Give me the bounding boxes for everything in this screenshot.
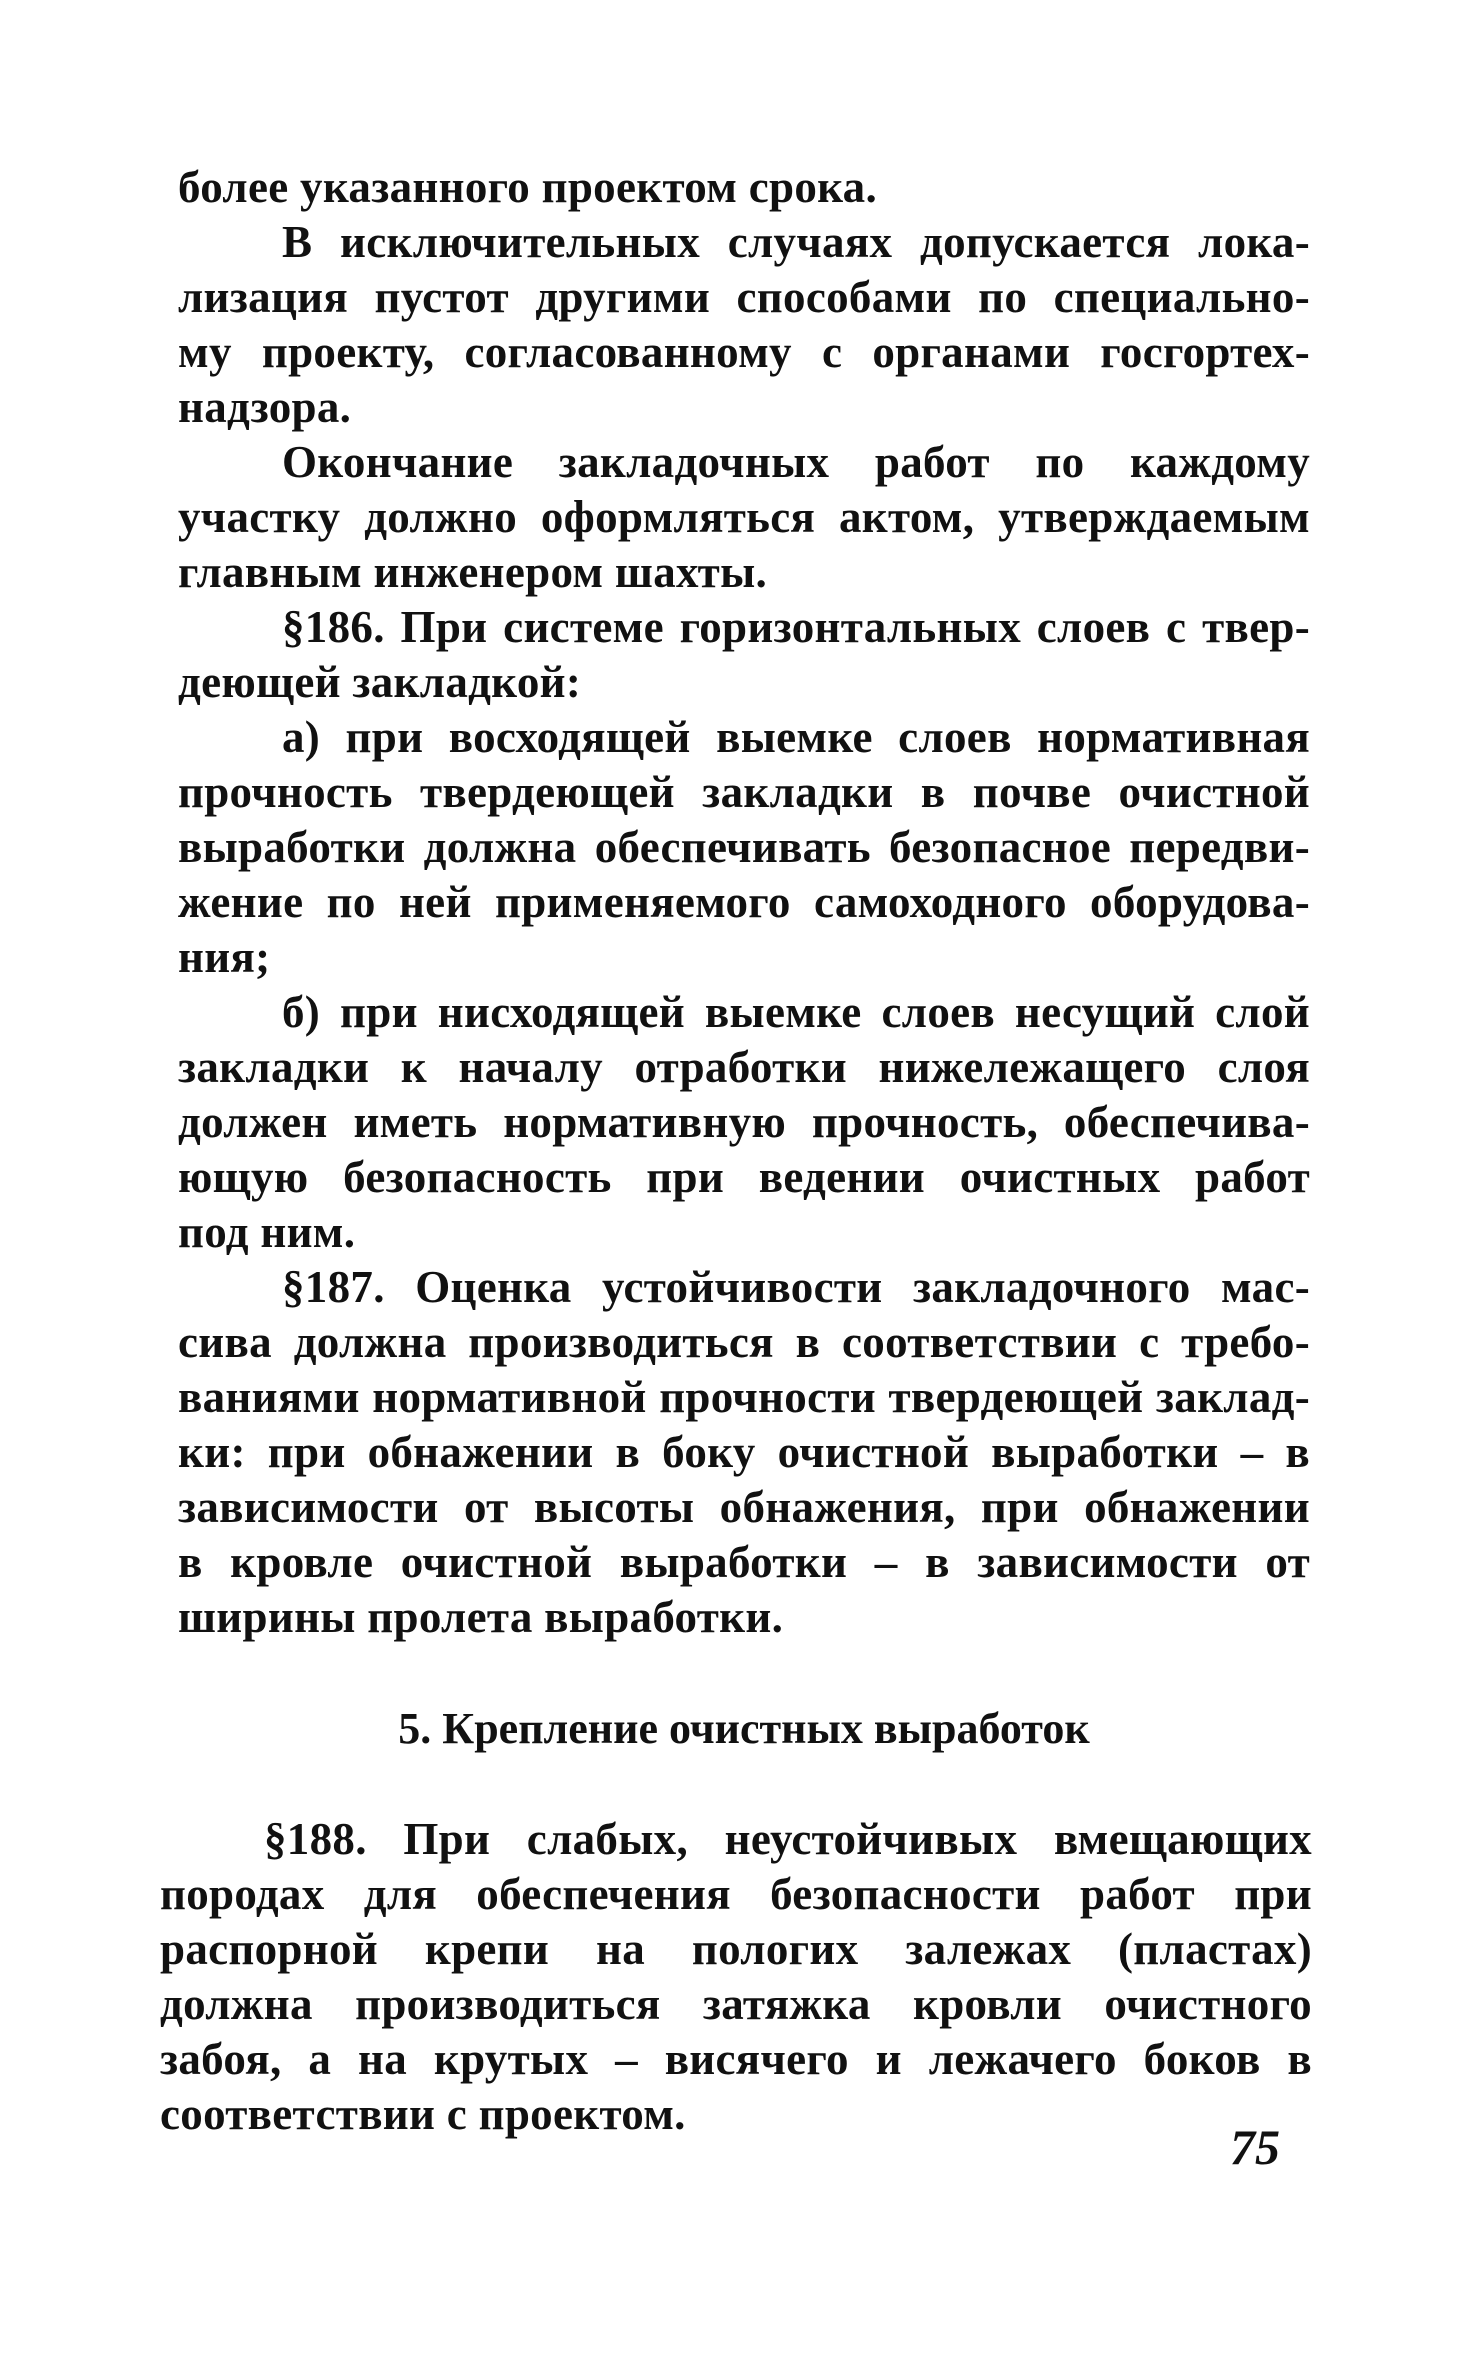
text-line: а) при восходящей выемке слоев нормативная xyxy=(282,712,1310,762)
text-line: прочность твердеющей закладки в почве очистной xyxy=(178,767,1310,817)
text-line: деющей закладкой: xyxy=(178,657,582,707)
text-line: породах для обеспечения безопасности работ при xyxy=(160,1869,1312,1919)
text-line: §187. Оценка устойчивости закладочного мас- xyxy=(282,1262,1310,1312)
text-line: главным инженером шахты. xyxy=(178,547,768,597)
section-heading: 5. Крепление очистных выработок xyxy=(398,1704,1090,1753)
text-line: ющую безопасность при ведении очистных работ xyxy=(178,1152,1310,1202)
text-line: жение по ней применяемого самоходного оборудова- xyxy=(178,877,1310,927)
text-line: в кровле очистной выработки – в зависимости от xyxy=(178,1537,1310,1587)
text-line: закладки к началу отработки нижележащего слоя xyxy=(178,1042,1310,1092)
text-line: лизация пустот другими способами по специально- xyxy=(178,272,1310,322)
text-line: б) при нисходящей выемке слоев несущий слой xyxy=(282,987,1310,1037)
text-line: §188. При слабых, неустойчивых вмещающих xyxy=(264,1814,1312,1864)
text-line: му проекту, согласованному с органами госгортех- xyxy=(178,327,1310,377)
text-line: Окончание закладочных работ по каждому xyxy=(282,437,1310,487)
page-number: 75 xyxy=(1230,2119,1280,2175)
text-line: более указанного проектом срока. xyxy=(178,162,878,212)
text-line: ки: при обнажении в боку очистной выработки – в xyxy=(178,1427,1310,1477)
text-line: ширины пролета выработки. xyxy=(178,1592,784,1642)
text-line: распорной крепи на пологих залежах (пластах) xyxy=(160,1924,1312,1974)
text-line: должна производиться затяжка кровли очистного xyxy=(160,1979,1312,2029)
text-line: должен иметь нормативную прочность, обеспечива- xyxy=(178,1097,1310,1147)
text-line: под ним. xyxy=(178,1207,356,1257)
text-line: сива должна производиться в соответствии с требо- xyxy=(178,1317,1310,1367)
text-line: надзора. xyxy=(178,382,352,432)
text-line: забоя, а на крутых – висячего и лежачего боков в xyxy=(160,2034,1312,2084)
text-line: зависимости от высоты обнажения, при обнажении xyxy=(178,1482,1310,1532)
text-line: ния; xyxy=(178,932,271,982)
text-line: участку должно оформляться актом, утверждаемым xyxy=(178,492,1310,542)
text-line: соответствии с проектом. xyxy=(160,2089,686,2139)
text-line: ваниями нормативной прочности твердеющей заклад- xyxy=(178,1372,1310,1422)
text-line: выработки должна обеспечивать безопасное передви- xyxy=(178,822,1310,872)
text-line: В исключительных случаях допускается лока- xyxy=(282,217,1310,267)
text-line: §186. При системе горизонтальных слоев с твер- xyxy=(282,602,1310,652)
